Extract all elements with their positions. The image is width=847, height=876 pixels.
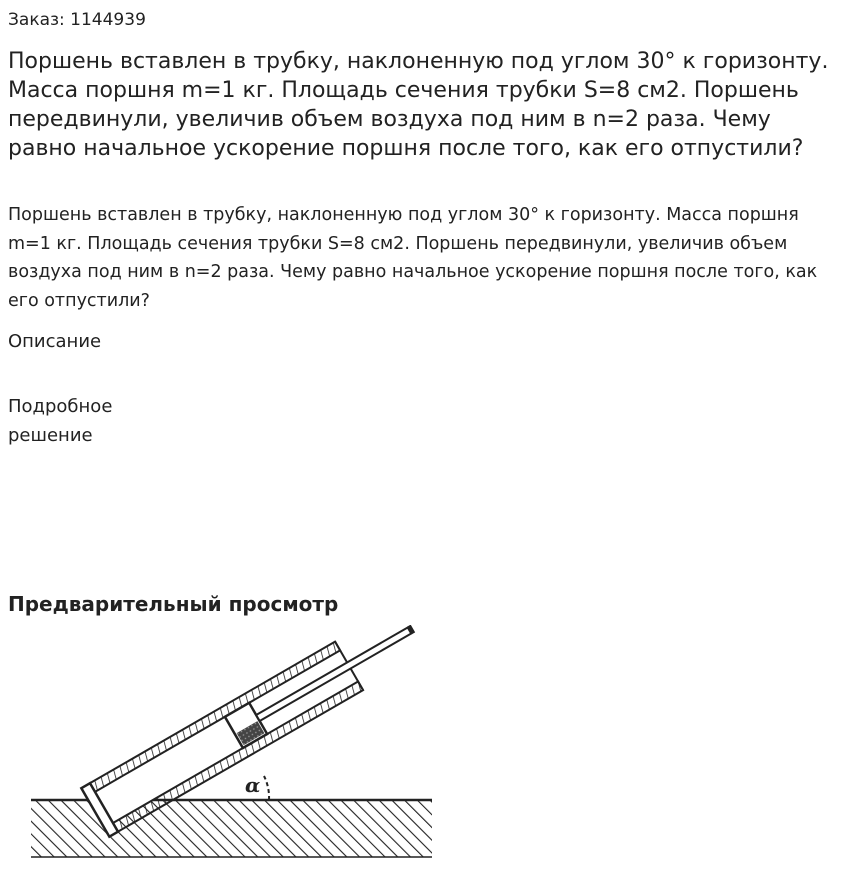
description-label: Описание — [8, 331, 102, 352]
ground-surface — [31, 800, 432, 857]
problem-title: Поршень вставлен в трубку, наклоненную под углом 30° к горизонту. Масса поршня m=1 кг. Площадь сечения трубки S=8 см2. Поршень передвинули, увеличив объем воздуха под ним в n=2 раза. Чему равно начальное ускорение поршня после того, как его отпустили? — [8, 49, 829, 161]
angle-arc — [264, 776, 269, 800]
solution-label: Подробное решение — [8, 396, 113, 446]
piston-tube-diagram — [25, 625, 445, 865]
problem-text: Поршень вставлен в трубку, наклоненную под углом 30° к горизонту. Масса поршня m=1 кг. Площадь сечения трубки S=8 см2. Поршень передвинули, увеличив объем воздуха под ним в n=2 раза. Чему равно начальное ускорение поршня после того, как его отпустили? — [8, 205, 818, 311]
preview-figure — [25, 625, 445, 865]
order-number: Заказ: 1144939 — [8, 10, 146, 30]
angle-label: α — [245, 773, 261, 797]
preview-heading: Предварительный просмотр — [8, 592, 339, 616]
